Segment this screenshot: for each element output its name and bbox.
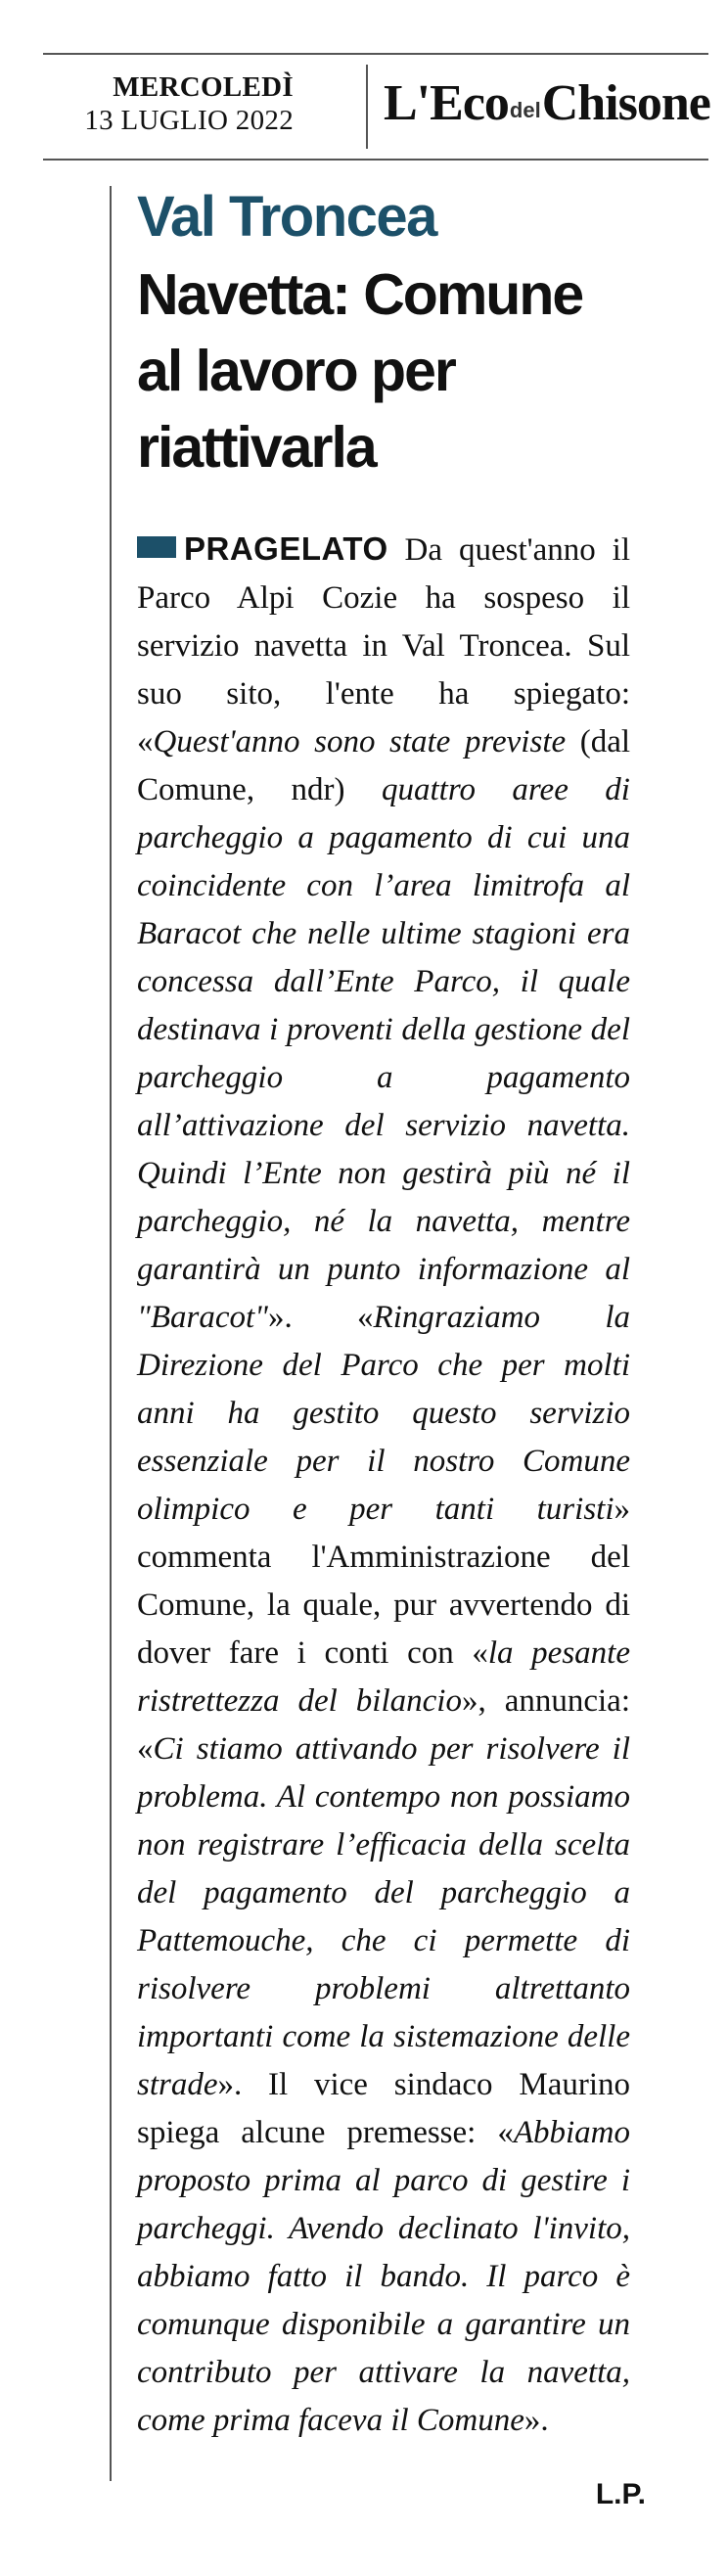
article-kicker: Val Troncea bbox=[137, 185, 436, 249]
body-text-segment: » commenta l'Amministrazione del Comune, la quale, pur avvertendo di dover fare i conti con « bbox=[137, 1492, 630, 1671]
quoted-text: Ci stiamo attivando per risolvere il problema. Al contempo non possiamo non registrare l’efficacia della scelta del pagamento del parcheggio a Pattemouche, che ci permette di risolvere problemi altrettanto importanti come la sistemazione delle strade bbox=[137, 1731, 630, 2102]
header-divider bbox=[366, 65, 368, 149]
issue-date bbox=[84, 70, 294, 137]
article-text bbox=[137, 532, 630, 2438]
masthead-logo bbox=[384, 69, 708, 146]
issue-full-date: 13 LUGLIO 2022 bbox=[84, 105, 294, 136]
article-location: PRAGELATO bbox=[184, 530, 388, 567]
body-text-segment: », annuncia: « bbox=[137, 1683, 630, 1767]
issue-day: MERCOLEDÌ bbox=[113, 71, 294, 103]
quoted-text: Quest'anno sono state previste bbox=[153, 724, 567, 759]
quoted-text: Abbiamo proposto prima al parco di gestire i parcheggi. Avendo declinato l'invito, abbiamo fatto il bando. Il parco è comunque disponibile a garantire un contributo per attivare la navetta, come prima faceva il Comune bbox=[137, 2115, 630, 2438]
quoted-text: quattro aree di parcheggio a pagamento di cui una coincidente con l’area limitrofa al Baracot che nelle ultime stagioni era concessa dall’Ente Parco, il quale destinava i proventi della gestione del parcheggio a pagamento all’attivazione del servizio navetta. Quindi l’Ente non gestirà più né il parcheggio, né la navetta, mentre garantirà un punto informazione al "Baracot" bbox=[137, 772, 630, 1335]
column-rule bbox=[110, 186, 112, 2481]
body-text-segment: ». Il vice sindaco Maurino spiega alcune premesse: « bbox=[137, 2067, 630, 2150]
masthead-right: Chisone bbox=[541, 75, 710, 131]
masthead-mid: del bbox=[509, 98, 541, 122]
article-signature: L.P. bbox=[595, 2478, 646, 2510]
quoted-text: la pesante ristrettezza del bilancio bbox=[137, 1635, 630, 1719]
body-text-segment: ». bbox=[523, 2403, 549, 2438]
masthead-left: L'Eco bbox=[384, 75, 509, 131]
section-marker bbox=[137, 536, 176, 558]
article-body bbox=[137, 525, 630, 2445]
quoted-text: Ringraziamo la Direzione del Parco che per molti anni ha gestito questo servizio essenziale per il nostro Comune olimpico e per tanti turisti bbox=[137, 1300, 630, 1527]
article-headline: Navetta: Comune al lavoro per riattivarla bbox=[137, 262, 583, 480]
body-text-segment: Da quest'anno il Parco Alpi Cozie ha sospeso il servizio navetta in Val Troncea. Sul suo sito, l'ente ha spiegato: « bbox=[137, 532, 630, 759]
body-text-segment: ». « bbox=[268, 1300, 374, 1335]
newspaper-header bbox=[43, 53, 708, 161]
body-text-segment: (dal Comune, ndr) bbox=[137, 724, 631, 807]
article bbox=[137, 182, 630, 2477]
